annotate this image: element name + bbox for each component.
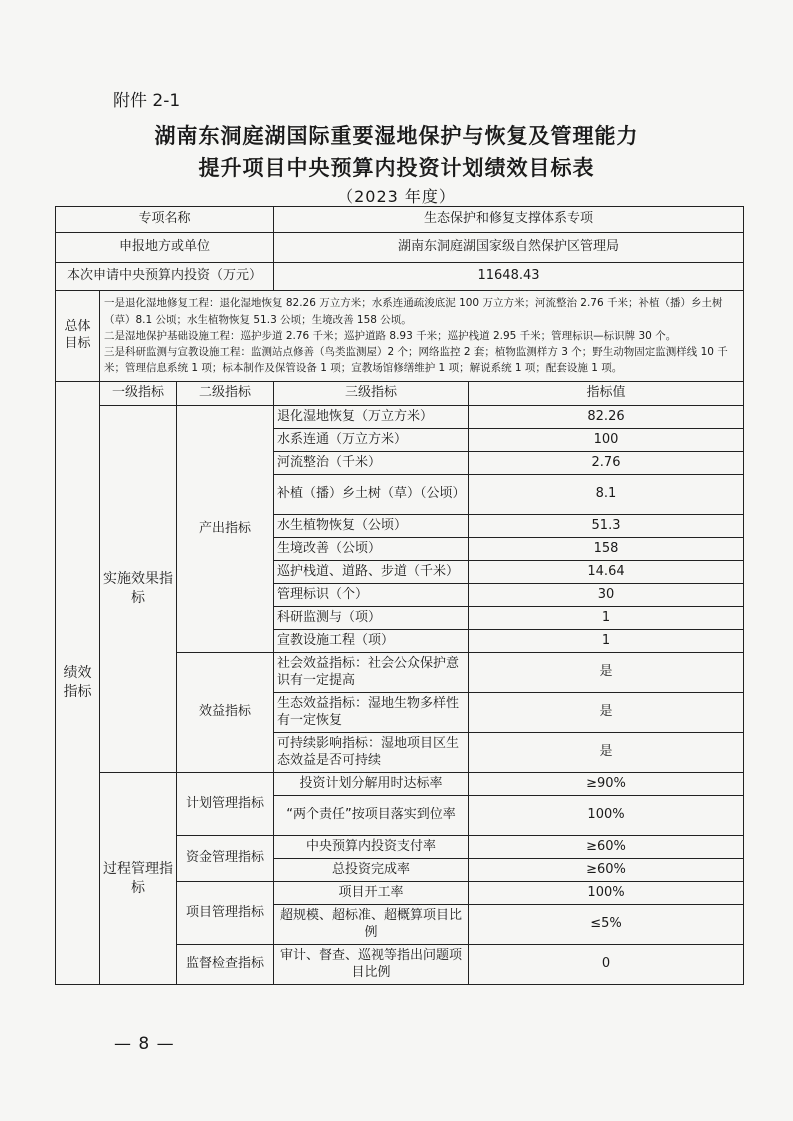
indicator-name: 可持续影响指标：湿地项目区生态效益是否可持续 bbox=[274, 733, 469, 773]
indicator-value: ≤5% bbox=[469, 905, 744, 945]
indicator-name: 生境改善（公顷） bbox=[274, 538, 469, 561]
header-level1: 一级指标 bbox=[100, 382, 177, 406]
header-level3: 三级指标 bbox=[274, 382, 469, 406]
indicator-value: 158 bbox=[469, 538, 744, 561]
indicator-name: 科研监测与（项） bbox=[274, 607, 469, 630]
indicator-value: 是 bbox=[469, 693, 744, 733]
project-name-label: 专项名称 bbox=[56, 207, 274, 233]
indicator-value: 0 bbox=[469, 945, 744, 985]
goal-line: 一是退化湿地修复工程：退化湿地恢复 82.26 万立方米；水系连通疏浚底泥 100 万立方米；河流整治 2.76 千米；补植（播）乡土树（草）8.1 公顷；水生植物恢复 51.3 公顷；生境改善 158 公顷。 bbox=[104, 297, 723, 326]
indicator-name: 审计、督查、巡视等指出问题项目比例 bbox=[274, 945, 469, 985]
fund-management-label: 资金管理指标 bbox=[177, 836, 274, 882]
indicator-name: 超规模、超标准、超概算项目比例 bbox=[274, 905, 469, 945]
indicator-name: 生态效益指标：湿地生物多样性有一定恢复 bbox=[274, 693, 469, 733]
indicator-name: 退化湿地恢复（万立方米） bbox=[274, 406, 469, 429]
plan-management-label: 计划管理指标 bbox=[177, 773, 274, 836]
indicator-value: 1 bbox=[469, 630, 744, 653]
indicator-value: 是 bbox=[469, 653, 744, 693]
indicator-value: 14.64 bbox=[469, 561, 744, 584]
indicator-name: 管理标识（个） bbox=[274, 584, 469, 607]
goal-line: 二是湿地保护基础设施工程：巡护步道 2.76 千米；巡护道路 8.93 千米；巡护栈道 2.95 千米；管理标识—标识牌 30 个。 bbox=[104, 329, 677, 342]
indicator-value: 51.3 bbox=[469, 515, 744, 538]
indicator-value: 30 bbox=[469, 584, 744, 607]
indicator-value: 100 bbox=[469, 429, 744, 452]
benefit-indicators-label: 效益指标 bbox=[177, 653, 274, 773]
indicator-value: ≥90% bbox=[469, 773, 744, 796]
indicator-value: 8.1 bbox=[469, 475, 744, 515]
indicator-name: 中央预算内投资支付率 bbox=[274, 836, 469, 859]
header-value: 指标值 bbox=[469, 382, 744, 406]
indicator-value: 100% bbox=[469, 882, 744, 905]
indicator-value: ≥60% bbox=[469, 859, 744, 882]
overall-goals-text bbox=[100, 291, 744, 382]
document-title-line1: 湖南东洞庭湖国际重要湿地保护与恢复及管理能力 bbox=[154, 124, 639, 148]
indicator-value: 2.76 bbox=[469, 452, 744, 475]
indicator-name: 补植（播）乡土树（草）（公顷） bbox=[274, 475, 469, 515]
indicator-name: “两个责任”按项目落实到位率 bbox=[274, 796, 469, 836]
overall-goals-label: 总体目标 bbox=[56, 291, 100, 382]
indicator-name: 河流整治（千米） bbox=[274, 452, 469, 475]
project-name-value: 生态保护和修复支撑体系专项 bbox=[274, 207, 744, 233]
investment-label: 本次申请中央预算内投资（万元） bbox=[56, 263, 274, 291]
indicator-value: 是 bbox=[469, 733, 744, 773]
indicator-name: 水生植物恢复（公顷） bbox=[274, 515, 469, 538]
indicator-value: 82.26 bbox=[469, 406, 744, 429]
performance-target-table bbox=[55, 206, 744, 985]
indicator-name: 总投资完成率 bbox=[274, 859, 469, 882]
indicator-name: 项目开工率 bbox=[274, 882, 469, 905]
indicator-value: 100% bbox=[469, 796, 744, 836]
header-level2: 二级指标 bbox=[177, 382, 274, 406]
applicant-label: 申报地方或单位 bbox=[56, 233, 274, 263]
indicator-name: 水系连通（万立方米） bbox=[274, 429, 469, 452]
output-indicators-label: 产出指标 bbox=[177, 406, 274, 653]
implementation-effect-label: 实施效果指标 bbox=[100, 406, 177, 773]
applicant-value: 湖南东洞庭湖国家级自然保护区管理局 bbox=[274, 233, 744, 263]
page-number: — 8 — bbox=[114, 1034, 175, 1054]
indicator-name: 投资计划分解用时达标率 bbox=[274, 773, 469, 796]
goal-line: 三是科研监测与宣教设施工程：监测站点修善（鸟类监测屋）2 个；网络监控 2 套；植物监测样方 3 个；野生动物固定监测样线 10 千米；管理信息系统 1 项；标本制作及保管设备 1 项；宣教场馆修缮维护 1 项；解说系统 1 项；配套设施 1 项。 bbox=[104, 346, 728, 375]
indicator-name: 巡护栈道、道路、步道（千米） bbox=[274, 561, 469, 584]
inspection-indicators-label: 监督检查指标 bbox=[177, 945, 274, 985]
document-title-line2: 提升项目中央预算内投资计划绩效目标表 bbox=[198, 156, 595, 180]
indicator-name: 社会效益指标：社会公众保护意识有一定提高 bbox=[274, 653, 469, 693]
project-management-label: 项目管理指标 bbox=[177, 882, 274, 945]
indicator-value: ≥60% bbox=[469, 836, 744, 859]
indicator-value: 1 bbox=[469, 607, 744, 630]
investment-value: 11648.43 bbox=[274, 263, 744, 291]
indicator-name: 宣教设施工程（项） bbox=[274, 630, 469, 653]
process-management-label: 过程管理指标 bbox=[100, 773, 177, 985]
document-year: （2023 年度） bbox=[337, 187, 456, 206]
performance-indicators-label: 绩效指标 bbox=[56, 382, 100, 985]
attachment-label: 附件 2-1 bbox=[113, 91, 181, 111]
